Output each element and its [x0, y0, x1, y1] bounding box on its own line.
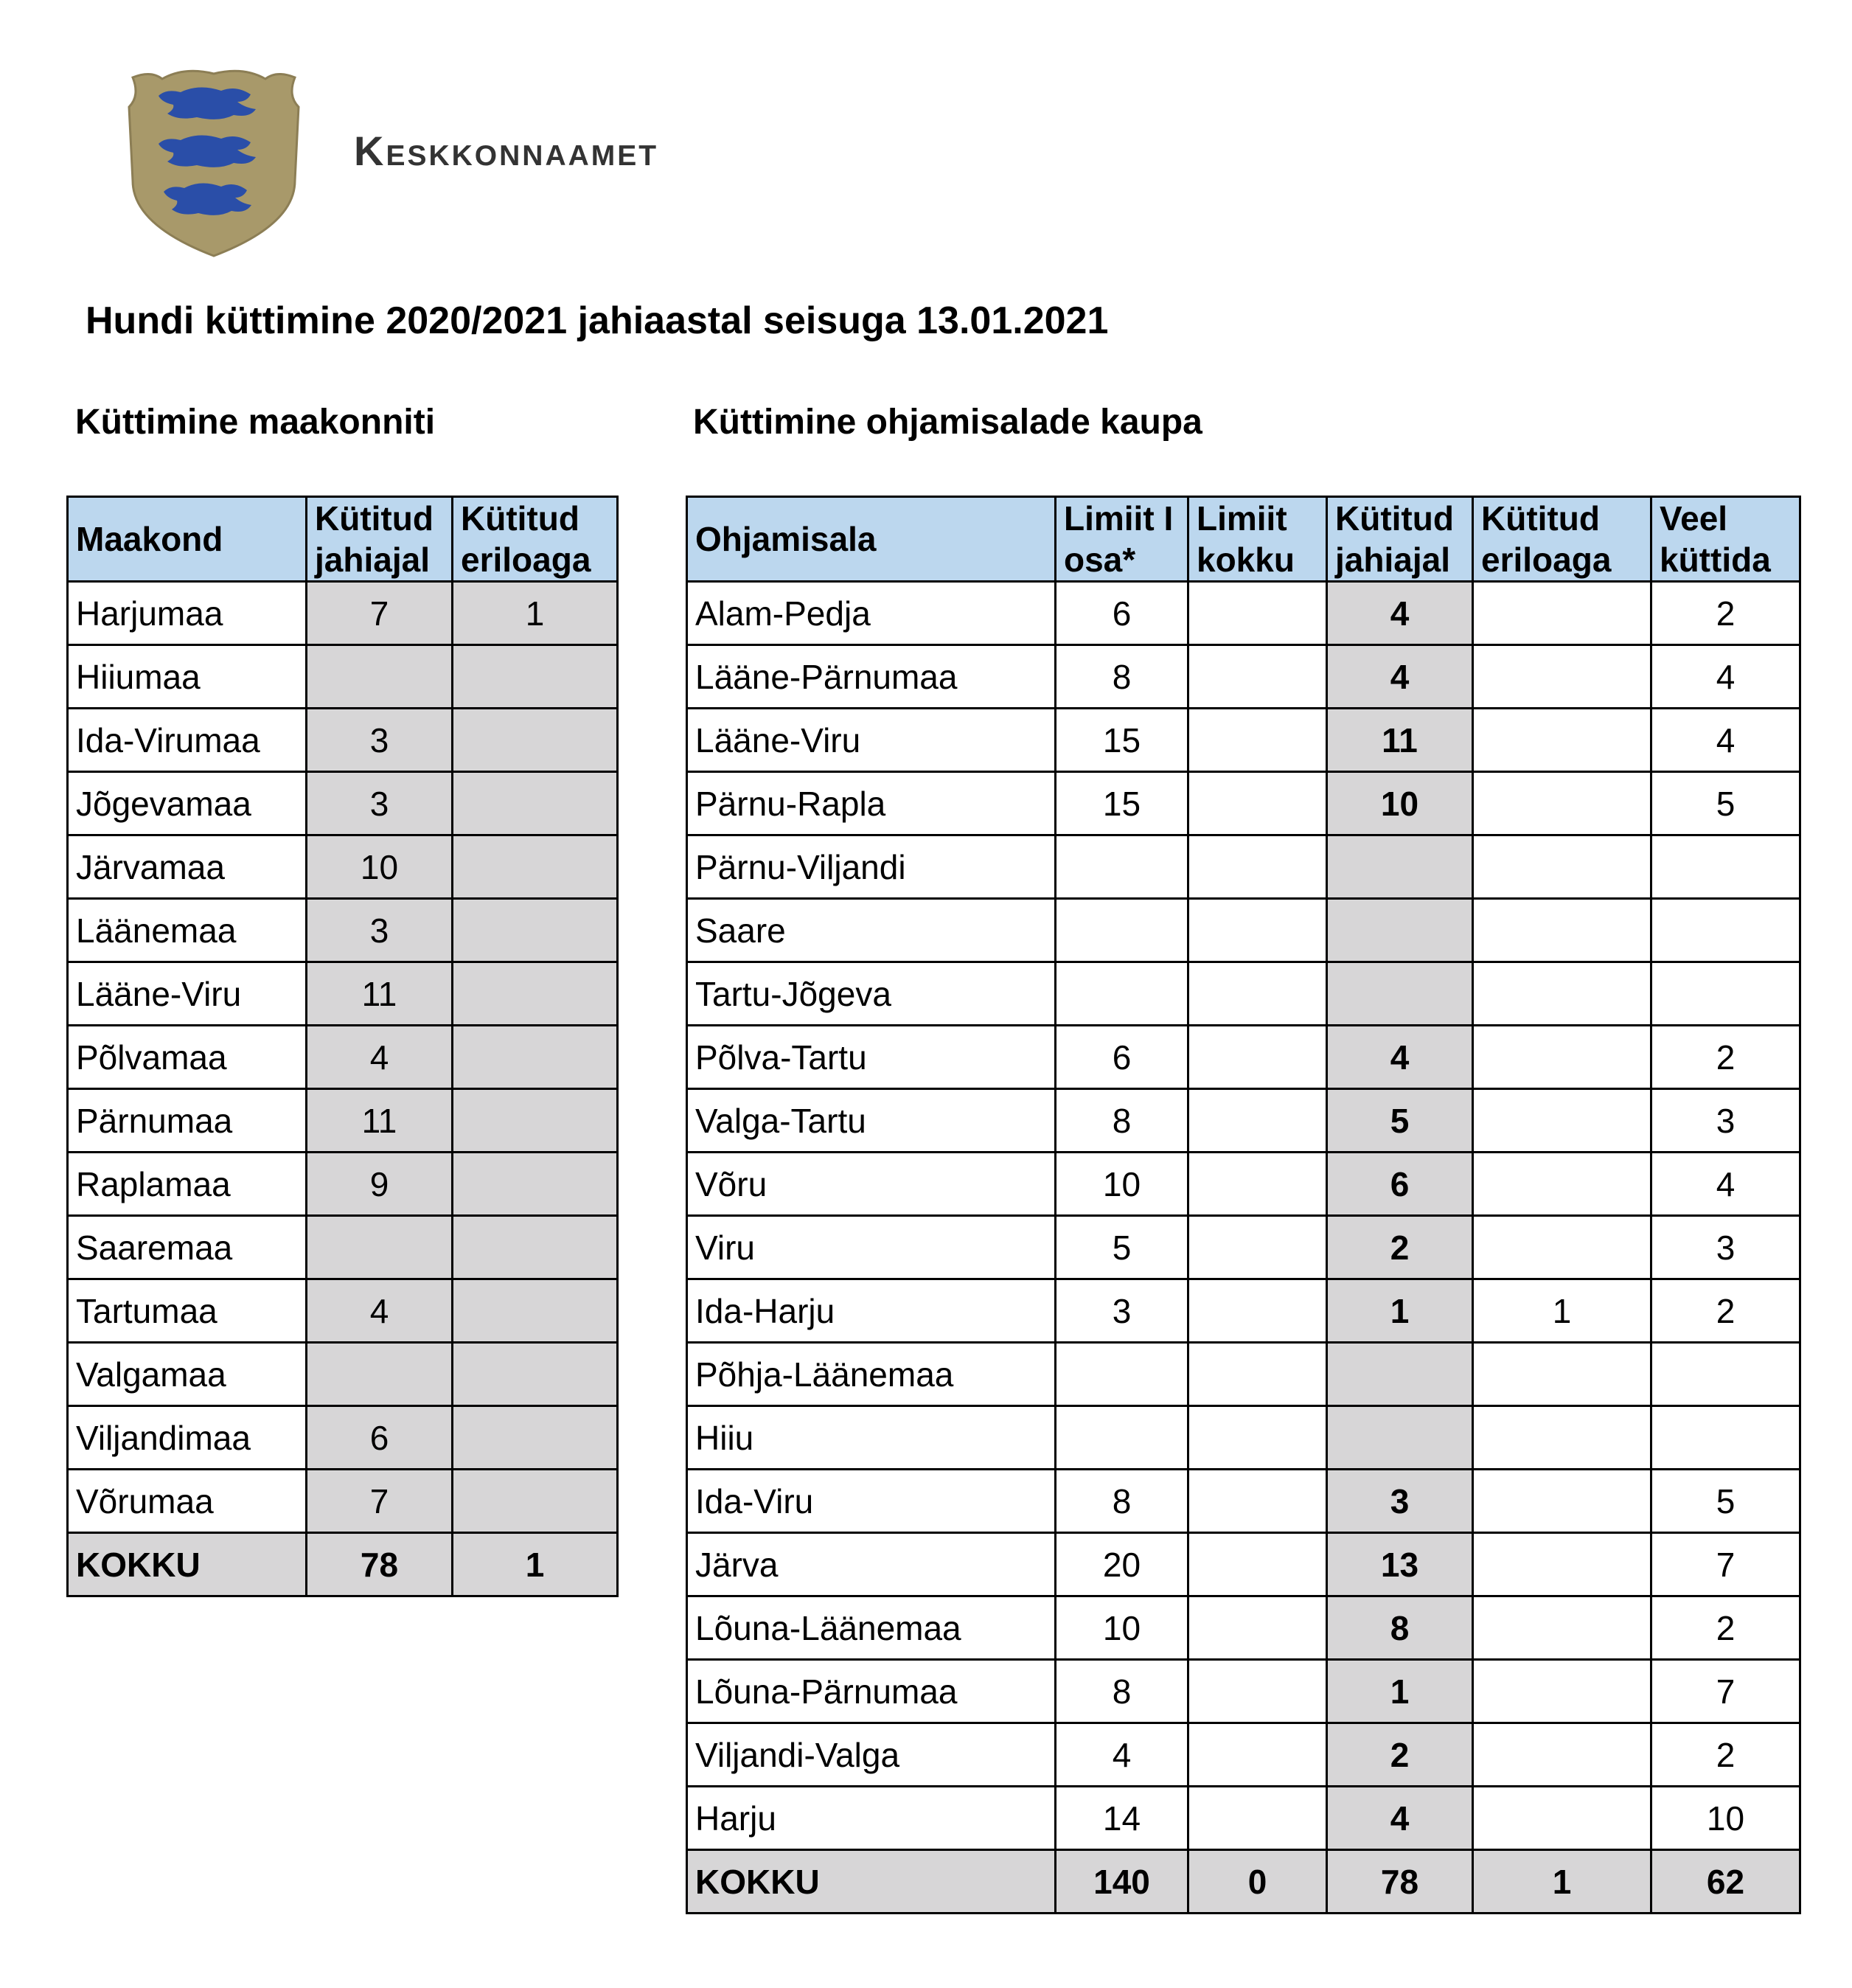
row-label: Läänemaa [68, 899, 307, 962]
table-row [68, 835, 618, 899]
table-cell: 3 [307, 709, 453, 772]
table-cell: 4 [1327, 645, 1473, 709]
table-cell [1188, 1279, 1327, 1343]
table-cell: 3 [1056, 1279, 1188, 1343]
table-cell: 5 [1651, 772, 1800, 835]
row-label: Ida-Virumaa [68, 709, 307, 772]
table-cell: 11 [307, 1089, 453, 1153]
table-cell: 6 [1327, 1153, 1473, 1216]
row-label: Tartumaa [68, 1279, 307, 1343]
table-cell: 2 [1651, 1026, 1800, 1089]
table-cell: 8 [1327, 1596, 1473, 1660]
table-row [687, 645, 1800, 709]
table-cell [1188, 1723, 1327, 1787]
table-cell: 4 [1651, 645, 1800, 709]
page-title: Hundi küttimine 2020/2021 jahiaastal seisuga 13.01.2021 [86, 299, 1109, 342]
table-header-row [68, 497, 618, 582]
table-cell [1188, 962, 1327, 1026]
table-cell: 8 [1056, 1089, 1188, 1153]
total-cell: 1 [453, 1533, 618, 1596]
management-area-section-title: Küttimine ohjamisalade kaupa [693, 403, 1202, 442]
row-label: Saaremaa [68, 1216, 307, 1279]
column-header: Veel küttida [1651, 497, 1800, 582]
table-cell: 7 [1651, 1533, 1800, 1596]
table-cell [453, 1470, 618, 1533]
table-cell [1188, 1089, 1327, 1153]
row-label: Võru [687, 1153, 1056, 1216]
table-row [68, 645, 618, 709]
table-cell: 7 [307, 1470, 453, 1533]
table-cell [1473, 1596, 1651, 1660]
table-row [687, 899, 1800, 962]
table-cell: 4 [1651, 1153, 1800, 1216]
table-row [687, 835, 1800, 899]
table-row [68, 1089, 618, 1153]
table-row [68, 1153, 618, 1216]
table-row [687, 1279, 1800, 1343]
row-label: Pärnu-Viljandi [687, 835, 1056, 899]
table-cell: 3 [307, 899, 453, 962]
table-row [687, 1343, 1800, 1406]
management-area-table [686, 496, 1801, 1914]
organization-name: Keskkonnaamet [354, 128, 659, 174]
table-cell: 2 [1327, 1216, 1473, 1279]
table-cell: 14 [1056, 1787, 1188, 1850]
table-cell: 3 [1327, 1470, 1473, 1533]
table-cell: 4 [1327, 582, 1473, 645]
table-cell [1473, 1026, 1651, 1089]
table-cell: 4 [1327, 1026, 1473, 1089]
table-cell [1473, 962, 1651, 1026]
table-cell [1473, 772, 1651, 835]
table-cell [1188, 582, 1327, 645]
row-label: Lõuna-Pärnumaa [687, 1660, 1056, 1723]
table-cell [1327, 835, 1473, 899]
table-cell [1056, 1406, 1188, 1470]
table-cell [1327, 962, 1473, 1026]
county-section-title: Küttimine maakonniti [75, 403, 436, 442]
table-cell [453, 772, 618, 835]
table-cell: 4 [1327, 1787, 1473, 1850]
table-cell [1188, 1596, 1327, 1660]
table-cell: 7 [1651, 1660, 1800, 1723]
table-row [68, 582, 618, 645]
table-cell [453, 1089, 618, 1153]
table-row [687, 1470, 1800, 1533]
table-cell [1188, 1470, 1327, 1533]
table-row [68, 962, 618, 1026]
table-cell: 5 [1327, 1089, 1473, 1153]
row-label: Viljandi-Valga [687, 1723, 1056, 1787]
table-cell [1473, 1723, 1651, 1787]
table-cell: 6 [1056, 1026, 1188, 1089]
row-label: Järvamaa [68, 835, 307, 899]
table-row [687, 1596, 1800, 1660]
table-row [68, 709, 618, 772]
table-cell [1188, 1406, 1327, 1470]
table-cell [1473, 1533, 1651, 1596]
table-cell [1188, 1533, 1327, 1596]
table-cell: 7 [307, 582, 453, 645]
table-cell [307, 645, 453, 709]
row-label: Pärnumaa [68, 1089, 307, 1153]
table-cell [1473, 835, 1651, 899]
column-header: Limiit kokku [1188, 497, 1327, 582]
row-label: Põhja-Läänemaa [687, 1343, 1056, 1406]
table-cell [453, 1153, 618, 1216]
row-label: Valga-Tartu [687, 1089, 1056, 1153]
table-cell: 1 [1473, 1279, 1651, 1343]
table-cell: 1 [453, 582, 618, 645]
table-cell [1188, 645, 1327, 709]
row-label: Harjumaa [68, 582, 307, 645]
total-row [68, 1533, 618, 1596]
table-cell [307, 1343, 453, 1406]
column-header: Kütitud jahiajal [1327, 497, 1473, 582]
table-cell [453, 1279, 618, 1343]
table-header-row [687, 497, 1800, 582]
table-cell: 20 [1056, 1533, 1188, 1596]
row-label: Lõuna-Läänemaa [687, 1596, 1056, 1660]
table-cell [1651, 962, 1800, 1026]
table-cell [1473, 1660, 1651, 1723]
table-cell [1473, 899, 1651, 962]
table-cell: 2 [1651, 1596, 1800, 1660]
row-label: Hiiumaa [68, 645, 307, 709]
column-header: Limiit I osa* [1056, 497, 1188, 582]
table-cell: 8 [1056, 1660, 1188, 1723]
row-label: Ida-Viru [687, 1470, 1056, 1533]
row-label: Ida-Harju [687, 1279, 1056, 1343]
table-cell: 10 [1056, 1596, 1188, 1660]
table-row [687, 1723, 1800, 1787]
table-cell [1651, 1406, 1800, 1470]
row-label: Alam-Pedja [687, 582, 1056, 645]
table-cell [1056, 835, 1188, 899]
table-cell: 15 [1056, 772, 1188, 835]
total-row [687, 1850, 1800, 1914]
table-cell [1473, 645, 1651, 709]
table-row [687, 582, 1800, 645]
table-cell: 10 [1327, 772, 1473, 835]
total-label: KOKKU [687, 1850, 1056, 1914]
total-cell: 78 [1327, 1850, 1473, 1914]
table-cell [1056, 899, 1188, 962]
table-cell: 9 [307, 1153, 453, 1216]
table-cell [1473, 1343, 1651, 1406]
row-label: Valgamaa [68, 1343, 307, 1406]
table-cell [453, 835, 618, 899]
row-label: Hiiu [687, 1406, 1056, 1470]
table-cell: 4 [307, 1279, 453, 1343]
table-cell: 1 [1327, 1279, 1473, 1343]
table-row [687, 1660, 1800, 1723]
table-row [68, 1470, 618, 1533]
table-row [687, 1533, 1800, 1596]
table-cell [1056, 1343, 1188, 1406]
table-cell [1651, 835, 1800, 899]
table-cell [1651, 899, 1800, 962]
table-cell: 5 [1651, 1470, 1800, 1533]
table-cell [1188, 1026, 1327, 1089]
table-cell: 3 [1651, 1089, 1800, 1153]
table-row [687, 1026, 1800, 1089]
row-label: Viljandimaa [68, 1406, 307, 1470]
table-cell [453, 709, 618, 772]
total-label: KOKKU [68, 1533, 307, 1596]
table-row [687, 709, 1800, 772]
row-label: Põlva-Tartu [687, 1026, 1056, 1089]
row-label: Põlvamaa [68, 1026, 307, 1089]
table-cell [1188, 1153, 1327, 1216]
table-cell [1327, 899, 1473, 962]
table-cell [453, 899, 618, 962]
table-cell: 2 [1651, 1723, 1800, 1787]
table-cell: 4 [1056, 1723, 1188, 1787]
total-cell: 1 [1473, 1850, 1651, 1914]
table-cell [1327, 1406, 1473, 1470]
table-cell [1473, 1787, 1651, 1850]
table-cell: 2 [1327, 1723, 1473, 1787]
table-cell [1188, 1216, 1327, 1279]
row-label: Lääne-Viru [687, 709, 1056, 772]
table-row [68, 1279, 618, 1343]
table-cell [1188, 835, 1327, 899]
table-cell: 10 [1651, 1787, 1800, 1850]
table-cell: 11 [307, 962, 453, 1026]
total-cell: 0 [1188, 1850, 1327, 1914]
table-row [687, 962, 1800, 1026]
table-cell: 8 [1056, 1470, 1188, 1533]
table-cell [307, 1216, 453, 1279]
row-label: Pärnu-Rapla [687, 772, 1056, 835]
table-cell: 4 [307, 1026, 453, 1089]
row-label: Võrumaa [68, 1470, 307, 1533]
table-cell [453, 1216, 618, 1279]
table-cell [1188, 899, 1327, 962]
table-cell: 6 [307, 1406, 453, 1470]
table-cell [1473, 582, 1651, 645]
table-row [68, 1343, 618, 1406]
table-cell: 3 [1651, 1216, 1800, 1279]
table-cell [1473, 1153, 1651, 1216]
table-cell: 10 [307, 835, 453, 899]
table-cell [1651, 1343, 1800, 1406]
table-cell: 5 [1056, 1216, 1188, 1279]
table-cell [1473, 1470, 1651, 1533]
table-row [687, 1089, 1800, 1153]
table-cell [1473, 1406, 1651, 1470]
table-cell [1188, 1787, 1327, 1850]
table-row [68, 1216, 618, 1279]
table-cell: 3 [307, 772, 453, 835]
row-label: Jõgevamaa [68, 772, 307, 835]
table-cell [1473, 1089, 1651, 1153]
coat-of-arms-logo [118, 63, 310, 262]
table-cell: 8 [1056, 645, 1188, 709]
table-cell [1473, 709, 1651, 772]
table-cell: 2 [1651, 1279, 1800, 1343]
column-header: Kütitud jahiajal [307, 497, 453, 582]
table-cell: 13 [1327, 1533, 1473, 1596]
table-cell [453, 1343, 618, 1406]
table-row [68, 1406, 618, 1470]
total-cell: 78 [307, 1533, 453, 1596]
table-cell: 2 [1651, 582, 1800, 645]
row-label: Viru [687, 1216, 1056, 1279]
table-cell: 6 [1056, 582, 1188, 645]
column-header: Kütitud eriloaga [453, 497, 618, 582]
table-cell [453, 645, 618, 709]
row-label: Lääne-Viru [68, 962, 307, 1026]
county-table [66, 496, 619, 1597]
table-row [687, 1216, 1800, 1279]
table-row [68, 1026, 618, 1089]
table-cell: 1 [1327, 1660, 1473, 1723]
row-label: Harju [687, 1787, 1056, 1850]
table-cell: 10 [1056, 1153, 1188, 1216]
table-row [68, 772, 618, 835]
table-cell [1188, 709, 1327, 772]
table-row [687, 772, 1800, 835]
table-cell [453, 1026, 618, 1089]
table-cell: 4 [1651, 709, 1800, 772]
column-header: Kütitud eriloaga [1473, 497, 1651, 582]
table-cell: 15 [1056, 709, 1188, 772]
table-cell [453, 1406, 618, 1470]
table-cell [1473, 1216, 1651, 1279]
table-cell [1188, 772, 1327, 835]
table-row [687, 1406, 1800, 1470]
row-label: Järva [687, 1533, 1056, 1596]
row-label: Saare [687, 899, 1056, 962]
column-header: Maakond [68, 497, 307, 582]
table-cell [1327, 1343, 1473, 1406]
row-label: Raplamaa [68, 1153, 307, 1216]
table-row [687, 1153, 1800, 1216]
table-cell: 11 [1327, 709, 1473, 772]
row-label: Lääne-Pärnumaa [687, 645, 1056, 709]
table-cell [1188, 1660, 1327, 1723]
column-header: Ohjamisala [687, 497, 1056, 582]
table-cell [1188, 1343, 1327, 1406]
table-row [687, 1787, 1800, 1850]
table-cell [1056, 962, 1188, 1026]
total-cell: 62 [1651, 1850, 1800, 1914]
table-row [68, 899, 618, 962]
total-cell: 140 [1056, 1850, 1188, 1914]
row-label: Tartu-Jõgeva [687, 962, 1056, 1026]
table-cell [453, 962, 618, 1026]
